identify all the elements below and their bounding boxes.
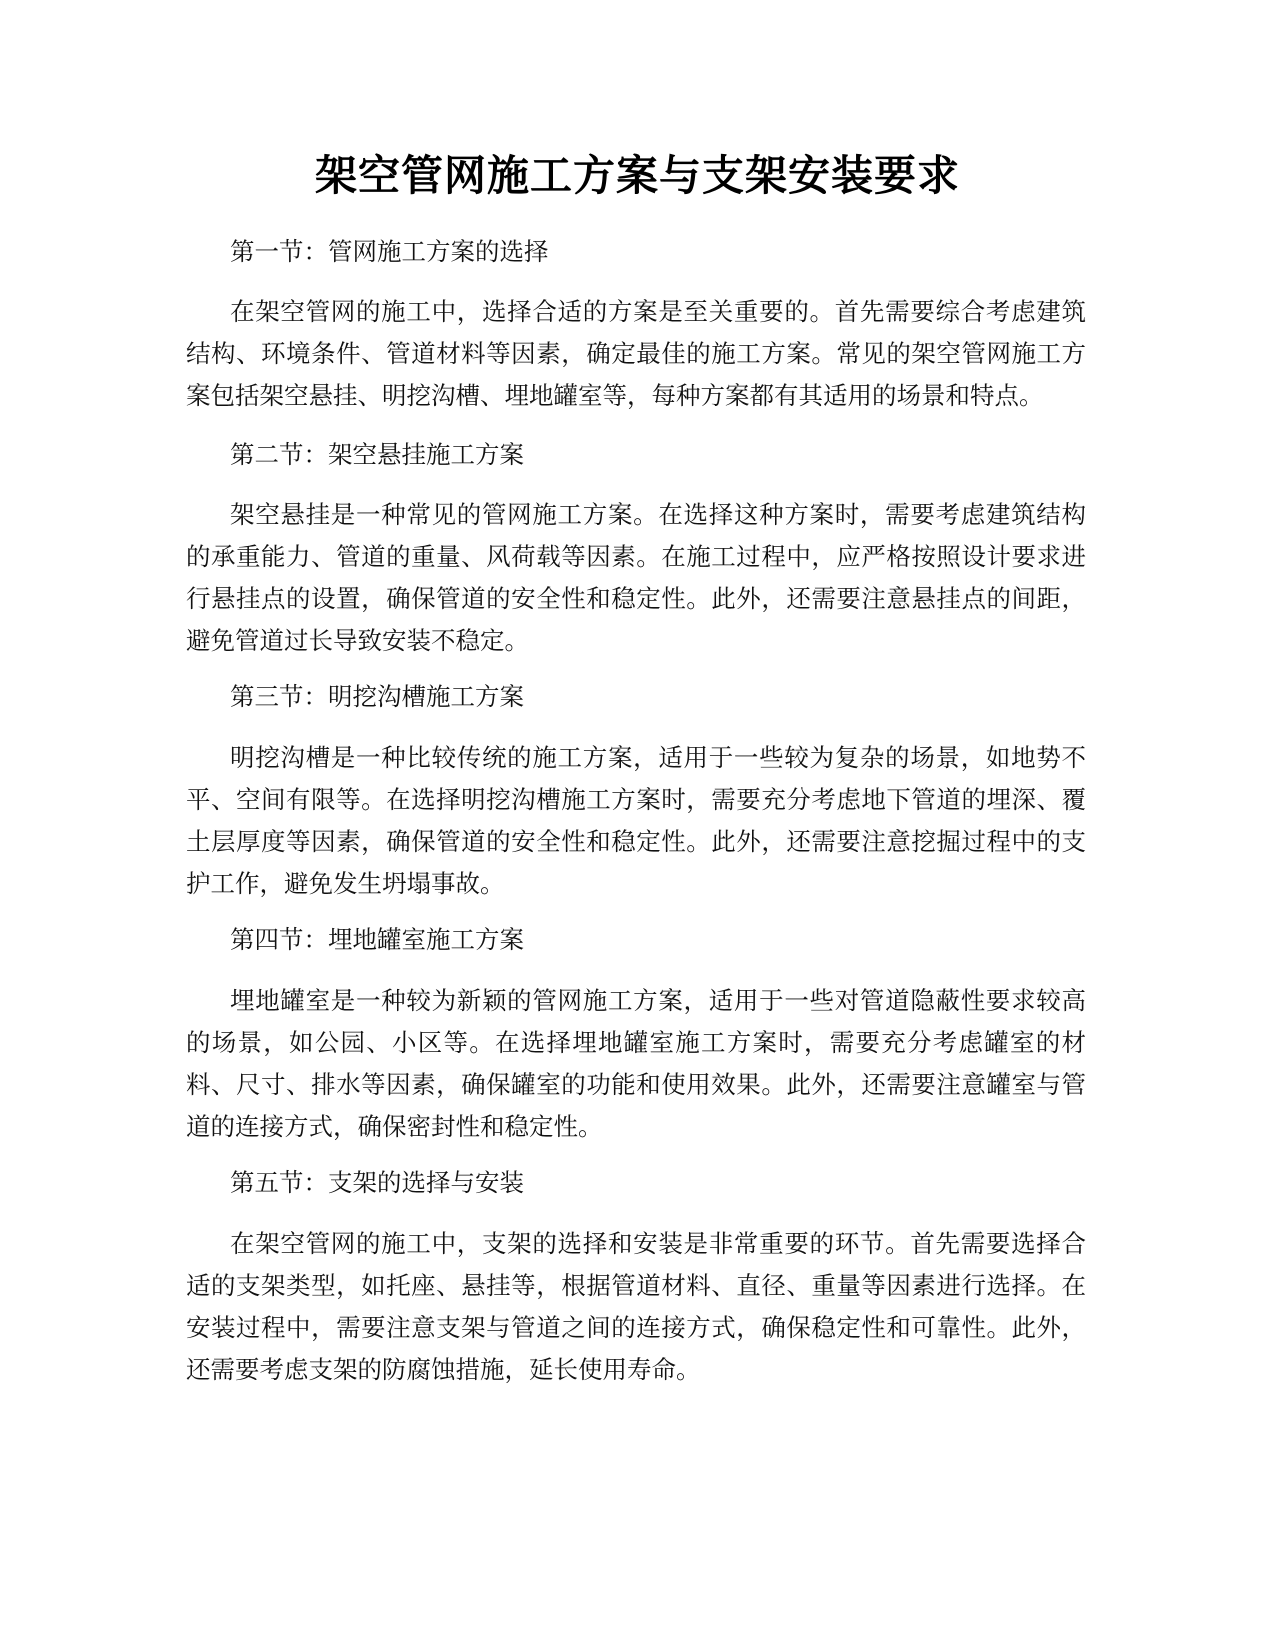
section-4-paragraph: 埋地罐室是一种较为新颖的管网施工方案，适用于一些对管道隐蔽性要求较高的场景，如公园、小区等。在选择埋地罐室施工方案时，需要充分考虑罐室的材料、尺寸、排水等因素，确保罐室的功能和使用效果。此外，还需要注意罐室与管道的连接方式，确保密封性和稳定性。 — [186, 986, 1086, 1141]
section-4-heading: 第四节：埋地罐室施工方案 — [230, 925, 524, 954]
section-3-paragraph: 明挖沟槽是一种比较传统的施工方案，适用于一些较为复杂的场景，如地势不平、空间有限等。在选择明挖沟槽施工方案时，需要充分考虑地下管道的埋深、覆土层厚度等因素，确保管道的安全性和稳定性。此外，还需要注意挖掘过程中的支护工作，避免发生坍塌事故。 — [186, 743, 1086, 898]
section-5-heading: 第五节：支架的选择与安装 — [230, 1168, 524, 1197]
section-3-heading: 第三节：明挖沟槽施工方案 — [230, 682, 524, 711]
section-2-heading: 第二节：架空悬挂施工方案 — [230, 440, 524, 469]
section-1-paragraph: 在架空管网的施工中，选择合适的方案是至关重要的。首先需要综合考虑建筑结构、环境条件、管道材料等因素，确定最佳的施工方案。常见的架空管网施工方案包括架空悬挂、明挖沟槽、埋地罐室等，每种方案都有其适用的场景和特点。 — [186, 297, 1086, 410]
document-title: 架空管网施工方案与支架安装要求 — [314, 151, 960, 200]
section-5-paragraph: 在架空管网的施工中，支架的选择和安装是非常重要的环节。首先需要选择合适的支架类型，如托座、悬挂等，根据管道材料、直径、重量等因素进行选择。在安装过程中，需要注意支架与管道之间的连接方式，确保稳定性和可靠性。此外，还需要考虑支架的防腐蚀措施，延长使用寿命。 — [186, 1229, 1086, 1384]
section-2-paragraph: 架空悬挂是一种常见的管网施工方案。在选择这种方案时，需要考虑建筑结构的承重能力、管道的重量、风荷载等因素。在施工过程中，应严格按照设计要求进行悬挂点的设置，确保管道的安全性和稳定性。此外，还需要注意悬挂点的间距，避免管道过长导致安装不稳定。 — [186, 500, 1086, 655]
section-1-heading: 第一节：管网施工方案的选择 — [230, 237, 549, 266]
